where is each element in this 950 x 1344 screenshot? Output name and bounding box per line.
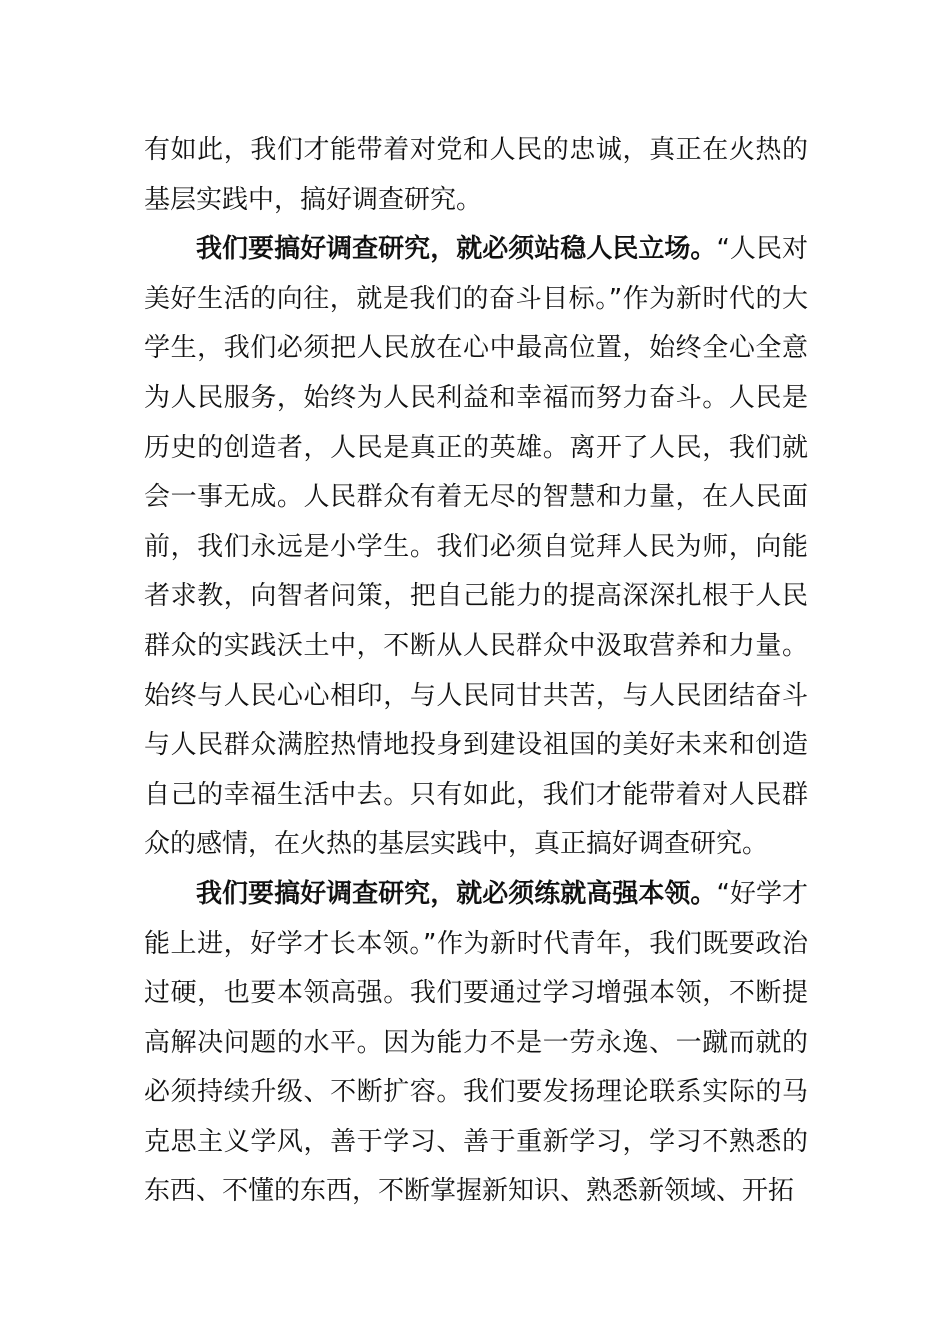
paragraph-lead-bold: 我们要搞好调查研究，就必须练就高强本领。 xyxy=(196,878,717,909)
paragraph-people-stance xyxy=(144,225,808,870)
paragraph-text: “人民对美好生活的向往，就是我们的奋斗目标。”作为新时代的大学生，我们必须把人民放在心中最高位置，始终全心全意为人民服务，始终为人民利益和幸福而努力奋斗。人民是历史的创造者，人民是真正的英雄。离开了人民，我们就会一事无成。人民群众有着无尽的智慧和力量，在人民面前，我们永远是小学生。我们必须自觉拜人民为师，向能者求教，向智者问策，把自己能力的提高深深扎根于人民群众的实践沃土中，不断从人民群众中汲取营养和力量。始终与人民心心相印，与人民同甘共苦，与人民团结奋斗与人民群众满腔热情地投身到建设祖国的美好未来和创造自己的幸福生活中去。只有如此，我们才能带着对人民群众的感情，在火热的基层实践中，真正搞好调查研究。 xyxy=(144,234,808,860)
paragraph-lead-bold: 我们要搞好调查研究，就必须站稳人民立场。 xyxy=(196,234,717,265)
paragraph-continuation xyxy=(144,126,808,225)
paragraph-text: “好学才能上进，好学才长本领。”作为新时代青年，我们既要政治过硬，也要本领高强。我们要通过学习增强本领，不断提高解决问题的水平。因为能力不是一劳永逸、一蹴而就的必须持续升级、不断扩容。我们要发扬理论联系实际的马克思主义学风，善于学习、善于重新学习，学习不熟悉的东西、不懂的东西，不断掌握新知识、熟悉新领域、开拓 xyxy=(144,878,808,1207)
paragraph-text: 有如此，我们才能带着对党和人民的忠诚，真正在火热的基层实践中，搞好调查研究。 xyxy=(144,135,808,215)
document-body xyxy=(144,126,808,1217)
paragraph-strong-skills xyxy=(144,870,808,1217)
